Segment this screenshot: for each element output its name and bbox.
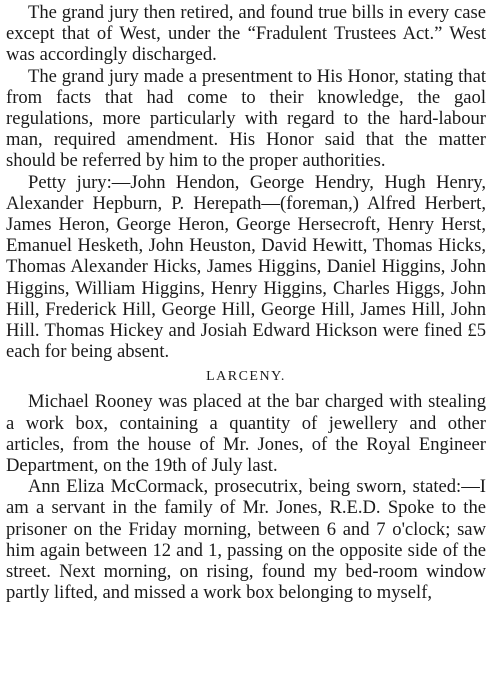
charge-paragraph: Michael Rooney was placed at the bar charged with stealing a work box, containing a quantity of jewellery and other articles, from the house of Mr. Jones, of the Royal Engineer Department, on the 19th of July last. [6, 391, 486, 477]
larceny-heading: LARCENY. [206, 369, 286, 385]
petty-jury-paragraph: Petty jury:—John Hendon, George Hendry, Hugh Henry, Alexander Hepburn, P. Herepath—(foreman,) Alfred Herbert, James Heron, George Heron, George Hersecroft, Henry Herst, Emanuel Hesketh, John Heuston, David Hewitt, Thomas Hicks, Thomas Alexander Hicks, James Higgins, Daniel Higgins, John Higgins, William Higgins, Henry Higgins, Charles Higgs, John Hill, Frederick Hill, George Hill, George Hill, James Hill, John Hill. Thomas Hickey and Josiah Edward Hickson were fined £5 each for being absent. [6, 171, 486, 363]
testimony-paragraph: Ann Eliza McCormack, prosecutrix, being sworn, stated:—I am a servant in the family of Mr. Jones, R.E.D. Spoke to the prisoner on the Friday morning, between 6 and 7 o'clock; saw him again between 12 and 1, passing on the opposite side of the street. Next morning, on rising, found my bed-room window partly lifted, and missed a work box belonging to myself, [6, 476, 486, 604]
newspaper-column [6, 2, 486, 603]
grand-jury-paragraph: The grand jury then retired, and found true bills in every case except that of West, under the “Fradulent Trustees Act.” West was accordingly discharged. [6, 2, 486, 66]
presentment-paragraph: The grand jury made a presentment to His Honor, stating that from facts that had come to their knowledge, the gaol regulations, more particularly with regard to the hard-labour man, required amendment. His Honor said that the matter should be referred by him to the proper authorities. [6, 65, 486, 172]
